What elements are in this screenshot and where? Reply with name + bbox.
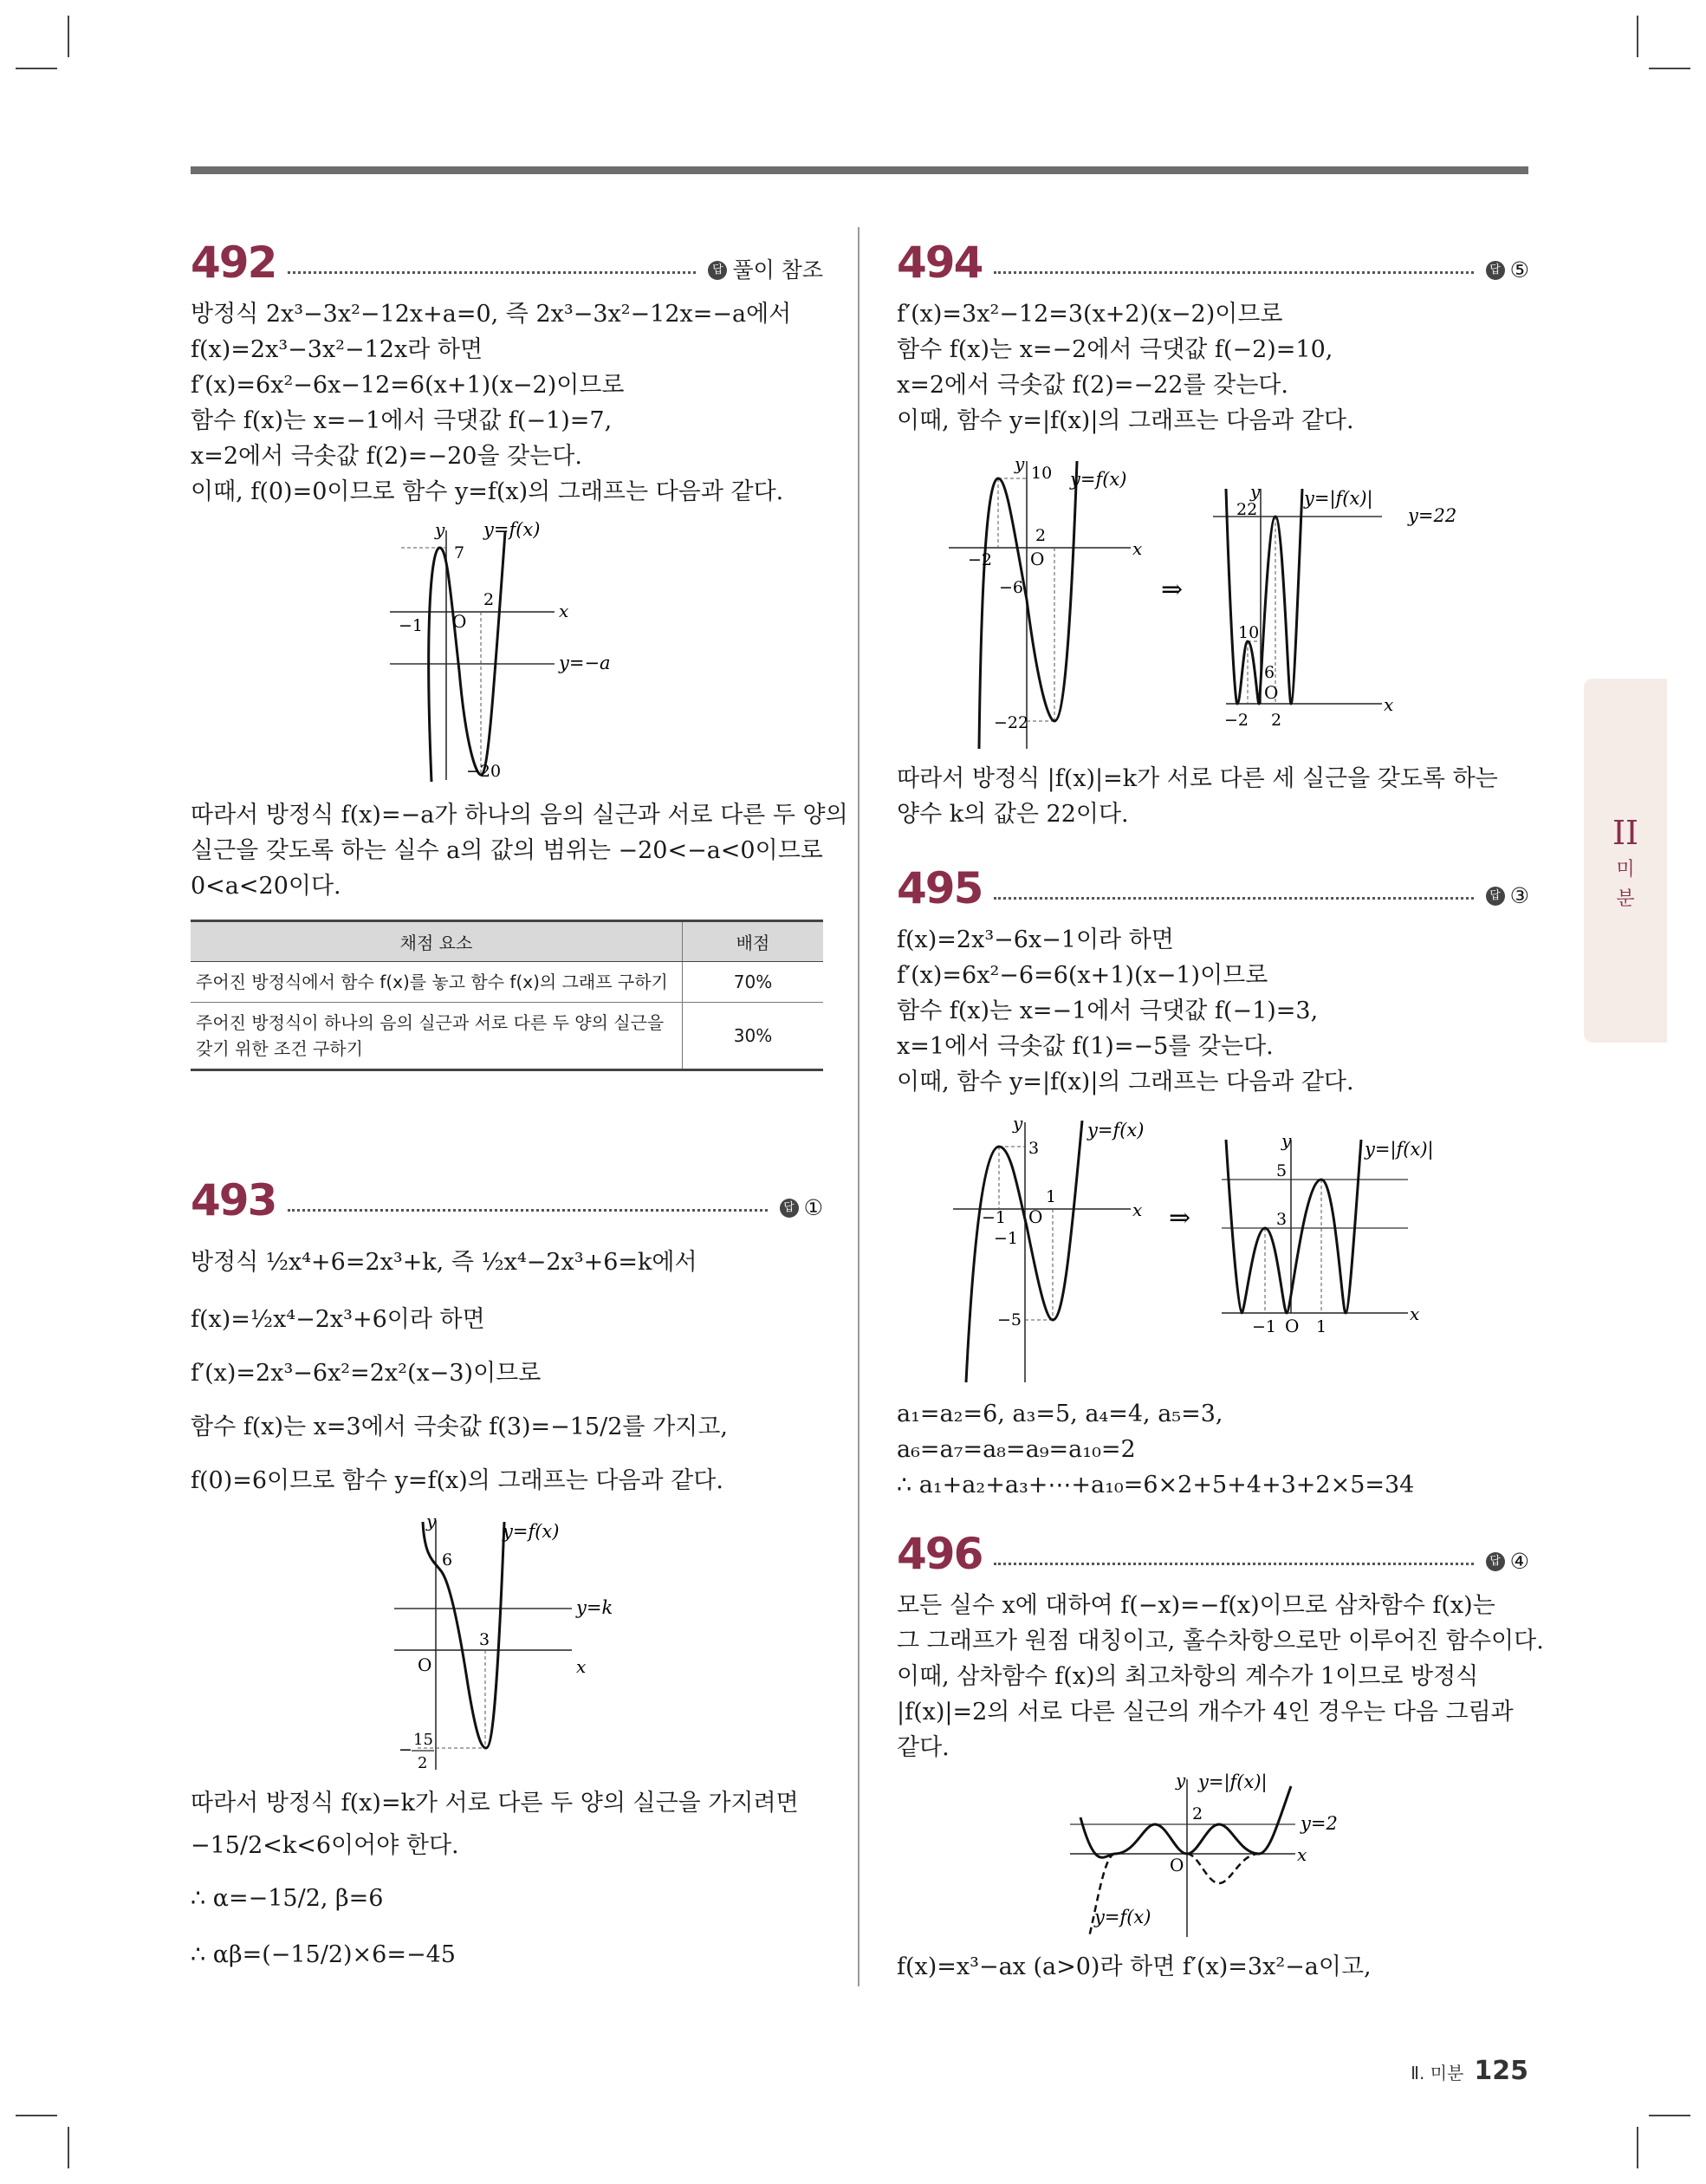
y-three-label: 3 xyxy=(1276,1210,1288,1229)
y-two-label: 2 xyxy=(1192,1804,1203,1823)
solution-line: 이때, 함수 y=|f(x)|의 그래프는 다음과 같다. xyxy=(897,1069,1354,1095)
x-two-label: 2 xyxy=(1035,526,1047,545)
answer-badge-icon: 답 xyxy=(1486,887,1505,906)
answer-label xyxy=(708,259,823,281)
x-two-label: 2 xyxy=(483,590,495,609)
answer-label xyxy=(780,1197,823,1219)
solution-line: 이때, 삼차함수 f(x)의 최고차항의 계수가 1이므로 방정식 xyxy=(897,1663,1479,1690)
graphs-494 xyxy=(897,444,1529,756)
x-axis-label: x xyxy=(1410,1303,1420,1324)
table-cell-score: 30% xyxy=(683,1003,824,1070)
problem-492 xyxy=(191,227,848,1071)
leader-dots xyxy=(994,271,1473,274)
x-axis-label: x xyxy=(1297,1844,1307,1865)
conclusion-line: 따라서 방정식 f(x)=−a가 하나의 음의 실근과 서로 다른 두 양의 xyxy=(191,802,848,829)
x-neg-one-label: −1 xyxy=(399,616,424,635)
cubic-curve xyxy=(966,1121,1082,1382)
x-one-label: 1 xyxy=(1046,1187,1057,1206)
chapter-numeral: II xyxy=(1612,814,1639,852)
problem-number: 492 xyxy=(191,237,276,288)
x-axis-label: x xyxy=(559,601,569,621)
y-ten-label: 10 xyxy=(1238,623,1260,642)
chapter-side-tab xyxy=(1584,679,1667,1043)
solution-line: 방정식 ½x⁴+6=2x³+k, 즉 ½x⁴−2x³+6=k에서 xyxy=(191,1249,697,1276)
crop-mark xyxy=(68,16,69,57)
answer-badge-icon: 답 xyxy=(1486,261,1505,280)
solution-line: f(x)=½x⁴−2x³+6이라 하면 xyxy=(191,1306,485,1333)
left-column xyxy=(191,227,848,1968)
column-divider xyxy=(858,227,859,1986)
conclusion-line: ∴ a₁+a₂+a₃+⋯+a₁₀=6×2+5+4+3+2×5=34 xyxy=(897,1472,1415,1498)
x-axis-label: x xyxy=(1384,694,1394,715)
answer-label xyxy=(1486,259,1529,281)
graph-492-svg xyxy=(191,515,823,792)
problem-header xyxy=(897,853,1529,913)
min-value-label: −5 xyxy=(997,1310,1022,1329)
curve-label: y=|f(x)| xyxy=(1365,1139,1434,1160)
crop-mark xyxy=(1649,68,1690,69)
answer-label xyxy=(1486,885,1529,907)
conclusion-line: ∴ αβ=(−15/2)×6=−45 xyxy=(191,1941,456,1968)
leader-dots xyxy=(288,1209,767,1212)
answer-badge-icon: 답 xyxy=(708,261,727,280)
crop-mark xyxy=(1637,2127,1638,2168)
footer-chapter: Ⅱ. 미분 xyxy=(1411,2063,1464,2083)
table-row xyxy=(191,962,823,1003)
conclusion-line: 0<a<20이다. xyxy=(191,873,341,900)
graph-492 xyxy=(191,515,823,792)
graphs-494-svg xyxy=(897,444,1529,756)
y-three-label: 3 xyxy=(1028,1139,1040,1158)
graph-496 xyxy=(897,1771,1529,1944)
answer-value: 풀이 참조 xyxy=(732,257,823,283)
curve-label: y=f(x) xyxy=(1070,469,1127,490)
conclusion-line: 따라서 방정식 |f(x)|=k가 서로 다른 세 실근을 갖도록 하는 xyxy=(897,765,1498,792)
origin-label: O xyxy=(1030,549,1045,569)
table-header-score: 배점 xyxy=(683,921,824,962)
abs-curve-label: y=|f(x)| xyxy=(1198,1771,1268,1792)
y-axis-label: y xyxy=(1250,481,1261,502)
min-value-label: −22 xyxy=(994,713,1029,732)
conclusion-line: a₆=a₇=a₈=a₉=a₁₀=2 xyxy=(897,1436,1136,1463)
origin-label: O xyxy=(1028,1206,1043,1227)
y-neg-six-label: −6 xyxy=(999,578,1024,597)
min-value-label: −20 xyxy=(466,762,502,781)
header-rule xyxy=(191,166,1528,174)
y-neg-one-label: −1 xyxy=(994,1229,1019,1248)
y-six-label: 6 xyxy=(442,1550,453,1570)
solution-line: 방정식 2x³−3x²−12x+a=0, 즉 2x³−3x²−12x=−a에서 xyxy=(191,301,792,328)
answer-value: ③ xyxy=(1509,883,1529,908)
min-denominator: 2 xyxy=(418,1754,428,1772)
x-two-label: 2 xyxy=(1271,711,1282,730)
graph-493-svg xyxy=(191,1511,823,1780)
problem-496 xyxy=(897,1518,1544,1985)
x-neg-one-label: −1 xyxy=(1252,1317,1277,1336)
solution-line: f′(x)=6x²−6=6(x+1)(x−1)이므로 xyxy=(897,962,1268,989)
problem-number: 493 xyxy=(191,1175,276,1225)
problem-number: 495 xyxy=(897,863,983,913)
curve-label: y=f(x) xyxy=(483,519,541,540)
problem-number: 494 xyxy=(897,237,983,288)
origin-label: O xyxy=(1170,1855,1184,1875)
crop-mark xyxy=(16,68,57,69)
max-value-label: 10 xyxy=(1031,464,1053,483)
solution-line: f′(x)=6x²−6x−12=6(x+1)(x−2)이므로 xyxy=(191,372,625,399)
right-column xyxy=(897,227,1544,1980)
curve-label: y=f(x) xyxy=(503,1521,560,1542)
problem-495 xyxy=(897,853,1529,1503)
x-one-label: 1 xyxy=(1316,1317,1327,1336)
solution-line: 모든 실수 x에 대하여 f(−x)=−f(x)이므로 삼차함수 f(x)는 xyxy=(897,1592,1495,1619)
origin-label: O xyxy=(452,611,467,632)
min-numerator: 15 xyxy=(413,1731,433,1749)
x-three-label: 3 xyxy=(479,1630,490,1649)
problem-header xyxy=(191,1165,823,1225)
line-label: y=−a xyxy=(559,653,611,673)
solution-line: 같다. xyxy=(897,1734,950,1761)
conclusion-line: −15/2<k<6이어야 한다. xyxy=(191,1832,459,1859)
chapter-title: 미 xyxy=(1616,859,1635,881)
solution-line: f′(x)=2x³−6x²=2x²(x−3)이므로 xyxy=(191,1360,542,1387)
table-cell-item: 주어진 방정식이 하나의 음의 실근과 서로 다른 두 양의 실근을 갖기 위한 조건 구하기 xyxy=(191,1003,683,1070)
x-neg-one-label: −1 xyxy=(982,1208,1007,1227)
y-22-label: 22 xyxy=(1236,500,1258,519)
solution-line: 함수 f(x)는 x=3에서 극솟값 f(3)=−15/2를 가지고, xyxy=(191,1414,728,1440)
problem-header xyxy=(897,227,1529,288)
quartic-curve xyxy=(423,1522,504,1748)
min-minus-sign: − xyxy=(399,1740,412,1759)
answer-value: ④ xyxy=(1509,1549,1529,1574)
table-header-item: 채점 요소 xyxy=(191,921,683,962)
solution-line: f(x)=2x³−3x²−12x라 하면 xyxy=(191,336,483,363)
solution-line: 함수 f(x)는 x=−1에서 극댓값 f(−1)=7, xyxy=(191,407,613,434)
problem-493 xyxy=(191,1165,823,1984)
y-five-label: 5 xyxy=(1276,1161,1288,1180)
transform-arrow-icon: ⇒ xyxy=(1161,575,1184,605)
abs-curve xyxy=(1226,1140,1361,1313)
y-axis-label: y xyxy=(1281,1130,1292,1151)
crop-mark xyxy=(1649,2115,1690,2116)
solution-line: x=1에서 극솟값 f(1)=−5를 갖는다. xyxy=(897,1033,1274,1060)
origin-label: O xyxy=(418,1654,432,1675)
solution-line: 함수 f(x)는 x=−1에서 극댓값 f(−1)=3, xyxy=(897,998,1319,1024)
curve-label: y=f(x) xyxy=(1087,1120,1145,1141)
page-number: 125 xyxy=(1474,2056,1528,2086)
transform-arrow-icon: ⇒ xyxy=(1169,1203,1191,1233)
graph-493 xyxy=(191,1511,823,1780)
page-footer xyxy=(1411,2056,1528,2086)
graphs-495-svg xyxy=(897,1105,1529,1391)
solution-line: x=2에서 극솟값 f(2)=−22를 갖는다. xyxy=(897,372,1288,399)
graph-496-svg xyxy=(897,1771,1529,1944)
conclusion-line: 양수 k의 값은 22이다. xyxy=(897,801,1129,828)
crop-mark xyxy=(16,2115,57,2116)
conclusion-line: a₁=a₂=6, a₃=5, a₄=4, a₅=3, xyxy=(897,1401,1223,1427)
problem-header xyxy=(897,1518,1529,1579)
y-axis-label: y xyxy=(426,1511,437,1531)
x-axis-label: x xyxy=(1132,1199,1143,1220)
solution-line: 그 그래프가 원점 대칭이고, 홀수차항으로만 이루어진 함수이다. xyxy=(897,1628,1544,1654)
chapter-title: 분 xyxy=(1616,888,1635,910)
max-value-label: 7 xyxy=(454,543,465,562)
answer-badge-icon: 답 xyxy=(1486,1552,1505,1571)
conclusion-line: ∴ α=−15/2, β=6 xyxy=(191,1885,384,1912)
table-row xyxy=(191,1003,823,1070)
solution-line: f′(x)=3x²−12=3(x+2)(x−2)이므로 xyxy=(897,301,1283,328)
cubic-curve xyxy=(979,461,1077,749)
solution-line: x=2에서 극솟값 f(2)=−20을 갖는다. xyxy=(191,443,582,470)
crop-mark xyxy=(68,2127,69,2168)
conclusion-line: f(x)=x³−ax (a>0)라 하면 f′(x)=3x²−a이고, xyxy=(897,1953,1372,1980)
conclusion-line: 실근을 갖도록 하는 실수 a의 값의 범위는 −20<−a<0이므로 xyxy=(191,837,823,864)
line-label: y=22 xyxy=(1408,505,1457,526)
scoring-table xyxy=(191,920,823,1071)
line-label: y=2 xyxy=(1301,1813,1338,1834)
problem-header xyxy=(191,227,823,288)
solution-line: 이때, f(0)=0이므로 함수 y=f(x)의 그래프는 다음과 같다. xyxy=(191,478,784,505)
y-axis-label: y xyxy=(1176,1771,1186,1791)
leader-dots xyxy=(994,1563,1473,1565)
x-neg-two-label: −2 xyxy=(1224,711,1249,730)
curve-label: y=f(x) xyxy=(1094,1907,1151,1927)
line-label: y=k xyxy=(576,1597,613,1618)
problem-494 xyxy=(897,227,1529,832)
table-cell-item: 주어진 방정식에서 함수 f(x)를 놓고 함수 f(x)의 그래프 구하기 xyxy=(191,962,683,1003)
x-neg-two-label: −2 xyxy=(968,550,993,569)
x-axis-label: x xyxy=(576,1656,587,1677)
conclusion-line: 따라서 방정식 f(x)=k가 서로 다른 두 양의 실근을 가지려면 xyxy=(191,1790,799,1817)
y-axis-label: y xyxy=(435,519,445,540)
cubic-curve xyxy=(429,532,505,782)
solution-line: f(x)=2x³−6x−1이라 하면 xyxy=(897,926,1174,953)
graphs-495 xyxy=(897,1105,1529,1391)
solution-line: 이때, 함수 y=|f(x)|의 그래프는 다음과 같다. xyxy=(897,407,1354,434)
y-axis-label: y xyxy=(1015,453,1025,474)
answer-value: ⑤ xyxy=(1509,257,1529,283)
x-axis-label: x xyxy=(1132,538,1143,559)
origin-label: O xyxy=(1264,682,1279,703)
fx-negative-part xyxy=(1187,1854,1259,1883)
leader-dots xyxy=(994,897,1473,900)
table-cell-score: 70% xyxy=(683,962,824,1003)
origin-label: O xyxy=(1285,1316,1300,1336)
abs-curve xyxy=(1080,1786,1291,1857)
solution-line: 함수 f(x)는 x=−2에서 극댓값 f(−2)=10, xyxy=(897,336,1333,363)
leader-dots xyxy=(288,271,696,274)
answer-label xyxy=(1486,1550,1529,1572)
y-axis-label: y xyxy=(1013,1113,1023,1134)
curve-label: y=|f(x)| xyxy=(1304,488,1373,509)
solution-line: f(0)=6이므로 함수 y=f(x)의 그래프는 다음과 같다. xyxy=(191,1467,723,1494)
answer-badge-icon: 답 xyxy=(780,1199,799,1218)
solution-line: |f(x)|=2의 서로 다른 실근의 개수가 4인 경우는 다음 그림과 xyxy=(897,1699,1514,1726)
y-six-label: 6 xyxy=(1264,663,1275,682)
crop-mark xyxy=(1637,16,1638,57)
answer-value: ① xyxy=(803,1195,823,1220)
problem-number: 496 xyxy=(897,1529,983,1579)
